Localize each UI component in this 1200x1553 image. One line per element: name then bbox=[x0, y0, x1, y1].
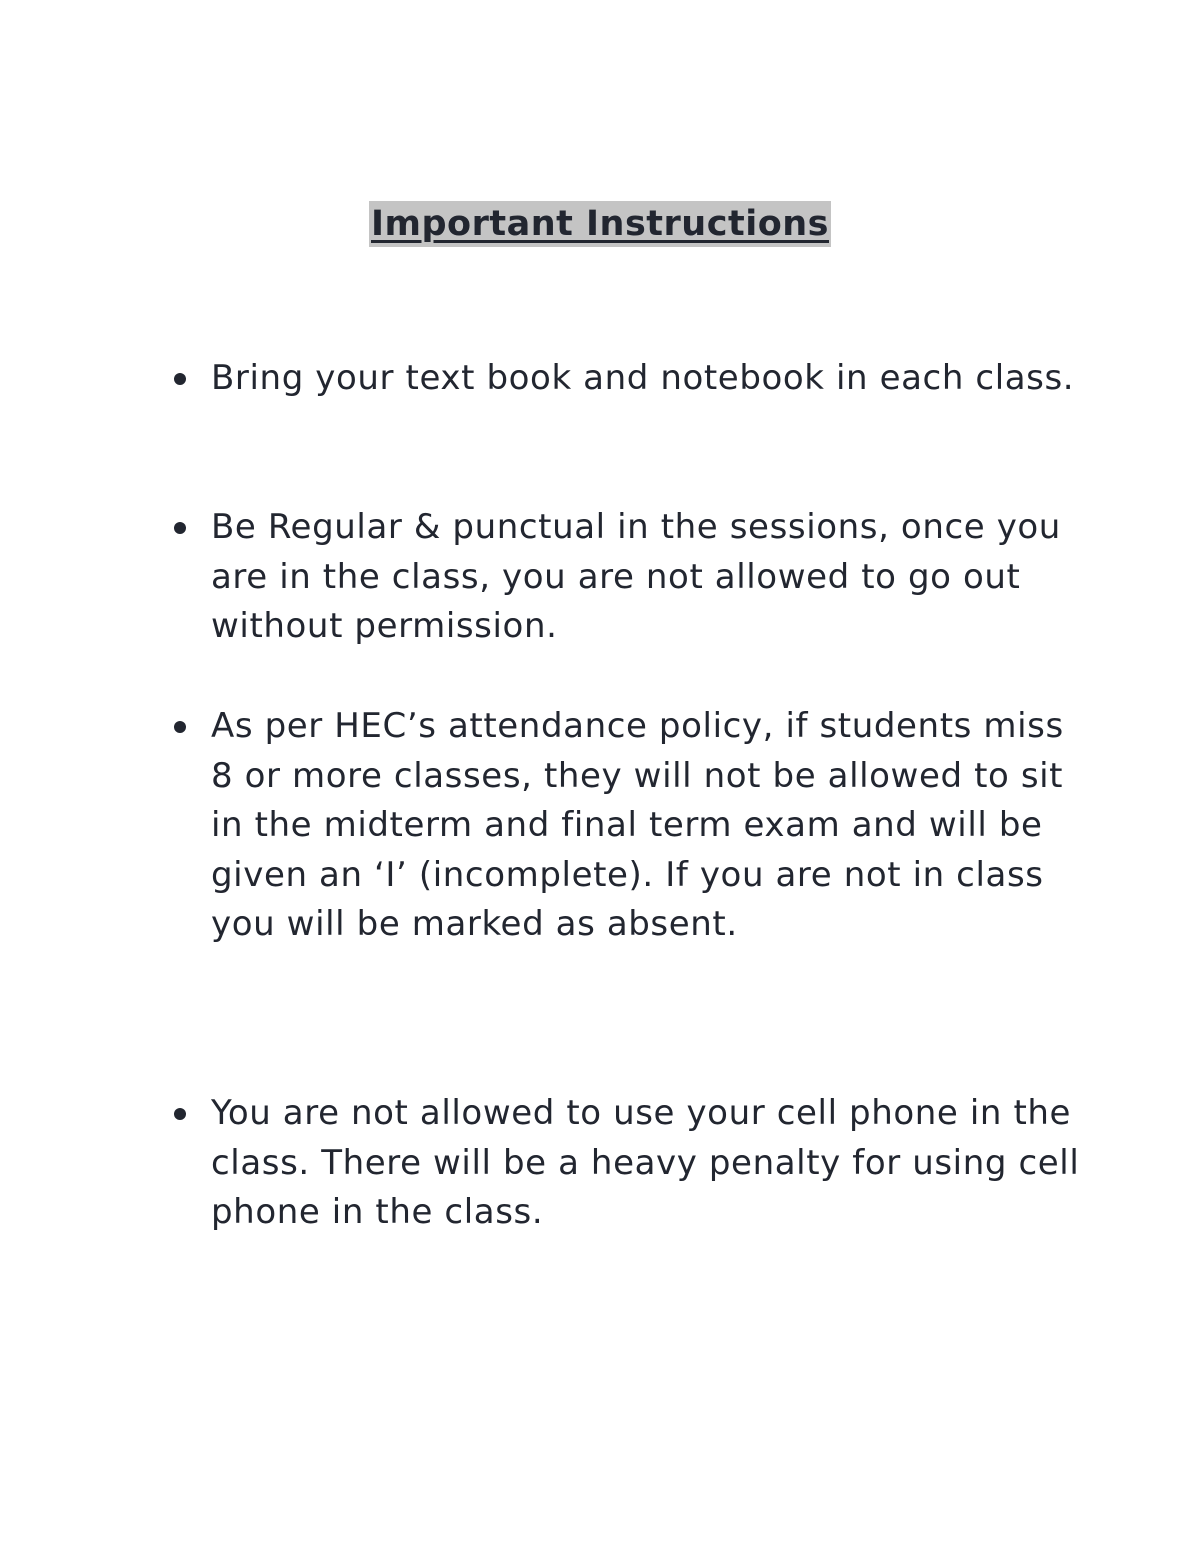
bullet-icon bbox=[174, 1108, 186, 1120]
instruction-text: You are not allowed to use your cell phone in the class. There will be a heavy penalty for using cell phone in the class. bbox=[211, 1093, 1080, 1233]
bullet-icon bbox=[174, 721, 186, 733]
instruction-text: As per HEC’s attendance policy, if students miss 8 or more classes, they will not be allowed to sit in the midterm and final term exam and will be given an ‘I’ (incomplete). If you are not in class you will be marked as absent. bbox=[211, 706, 1064, 945]
instruction-item-cell-phone bbox=[211, 1089, 1081, 1238]
instruction-text: Be Regular & punctual in the sessions, once you are in the class, you are not allowed to go out without permission. bbox=[211, 507, 1061, 647]
bullet-icon bbox=[174, 373, 186, 385]
instruction-item-attendance bbox=[211, 702, 1081, 950]
page-title: Important Instructions bbox=[369, 201, 831, 247]
page-title-container bbox=[0, 201, 1200, 247]
bullet-icon bbox=[174, 522, 186, 534]
instruction-item-textbook bbox=[211, 354, 1081, 404]
instruction-item-punctuality bbox=[211, 503, 1081, 652]
instruction-text: Bring your text book and notebook in each class. bbox=[211, 358, 1075, 398]
